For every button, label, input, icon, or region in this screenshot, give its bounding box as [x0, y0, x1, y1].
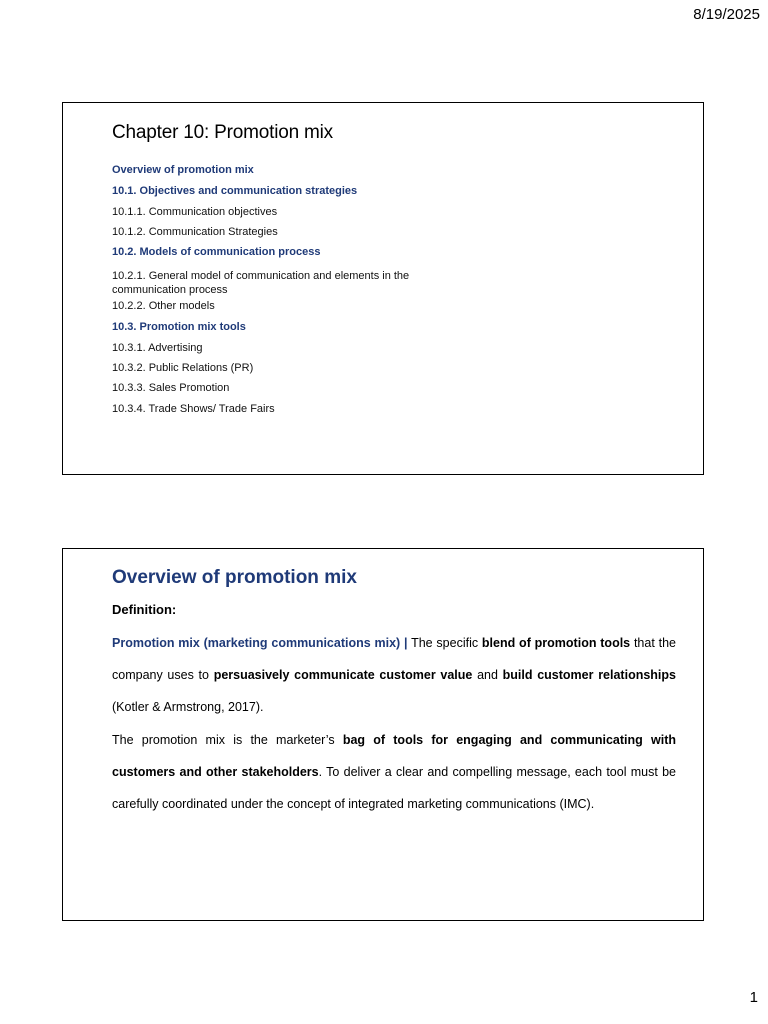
table-of-contents — [112, 163, 472, 416]
definition-paragraph — [112, 627, 676, 724]
toc-item: 10.3. Promotion mix tools — [112, 321, 246, 333]
page-number: 1 — [749, 989, 758, 1006]
chapter-title: Chapter 10: Promotion mix — [112, 122, 333, 143]
definition-term: Promotion mix (marketing communications mix) | — [112, 636, 408, 650]
toc-item: 10.3.3. Sales Promotion — [112, 382, 230, 394]
toc-item: 10.1. Objectives and communication strategies — [112, 185, 358, 197]
toc-item: 10.2.1. General model of communication and elements in the communication process — [112, 270, 410, 296]
overview-body — [112, 627, 676, 820]
toc-item: 10.3.4. Trade Shows/ Trade Fairs — [112, 403, 275, 415]
definition-emphasis: blend of promotion tools — [481, 636, 631, 650]
toc-item: Overview of promotion mix — [112, 164, 254, 176]
definition-text: and — [472, 668, 503, 683]
slide-overview — [62, 548, 704, 921]
definition-label: Definition: — [112, 602, 177, 617]
explanation-emphasis: bag of tools for engaging and communicating with customers and other stakeholders — [112, 732, 676, 779]
citation-text: (Kotler & Armstrong, 2017). — [112, 700, 264, 715]
explanation-text: . To deliver a clear and compelling message, each tool must be carefully coordinated under the concept of integrated marketing communications (IMC). — [112, 764, 677, 812]
definition-emphasis: build customer relationships — [502, 668, 676, 683]
toc-item: 10.1.2. Communication Strategies — [112, 226, 278, 238]
toc-item: 10.2. Models of communication process — [112, 246, 321, 258]
explanation-text: The promotion mix is the marketer’s — [112, 732, 343, 747]
slide-chapter-outline — [62, 102, 704, 475]
definition-text: that the company uses to — [112, 636, 676, 683]
page-date: 8/19/2025 — [693, 6, 760, 23]
explanation-paragraph — [112, 724, 676, 821]
definition-emphasis: persuasively communicate customer value — [213, 668, 473, 683]
toc-item: 10.1.1. Communication objectives — [112, 206, 278, 218]
toc-item: 10.3.1. Advertising — [112, 342, 203, 354]
toc-item: 10.2.2. Other models — [112, 300, 215, 312]
toc-item: 10.3.2. Public Relations (PR) — [112, 362, 254, 374]
definition-text: The specific — [407, 636, 482, 650]
overview-title: Overview of promotion mix — [112, 567, 357, 588]
